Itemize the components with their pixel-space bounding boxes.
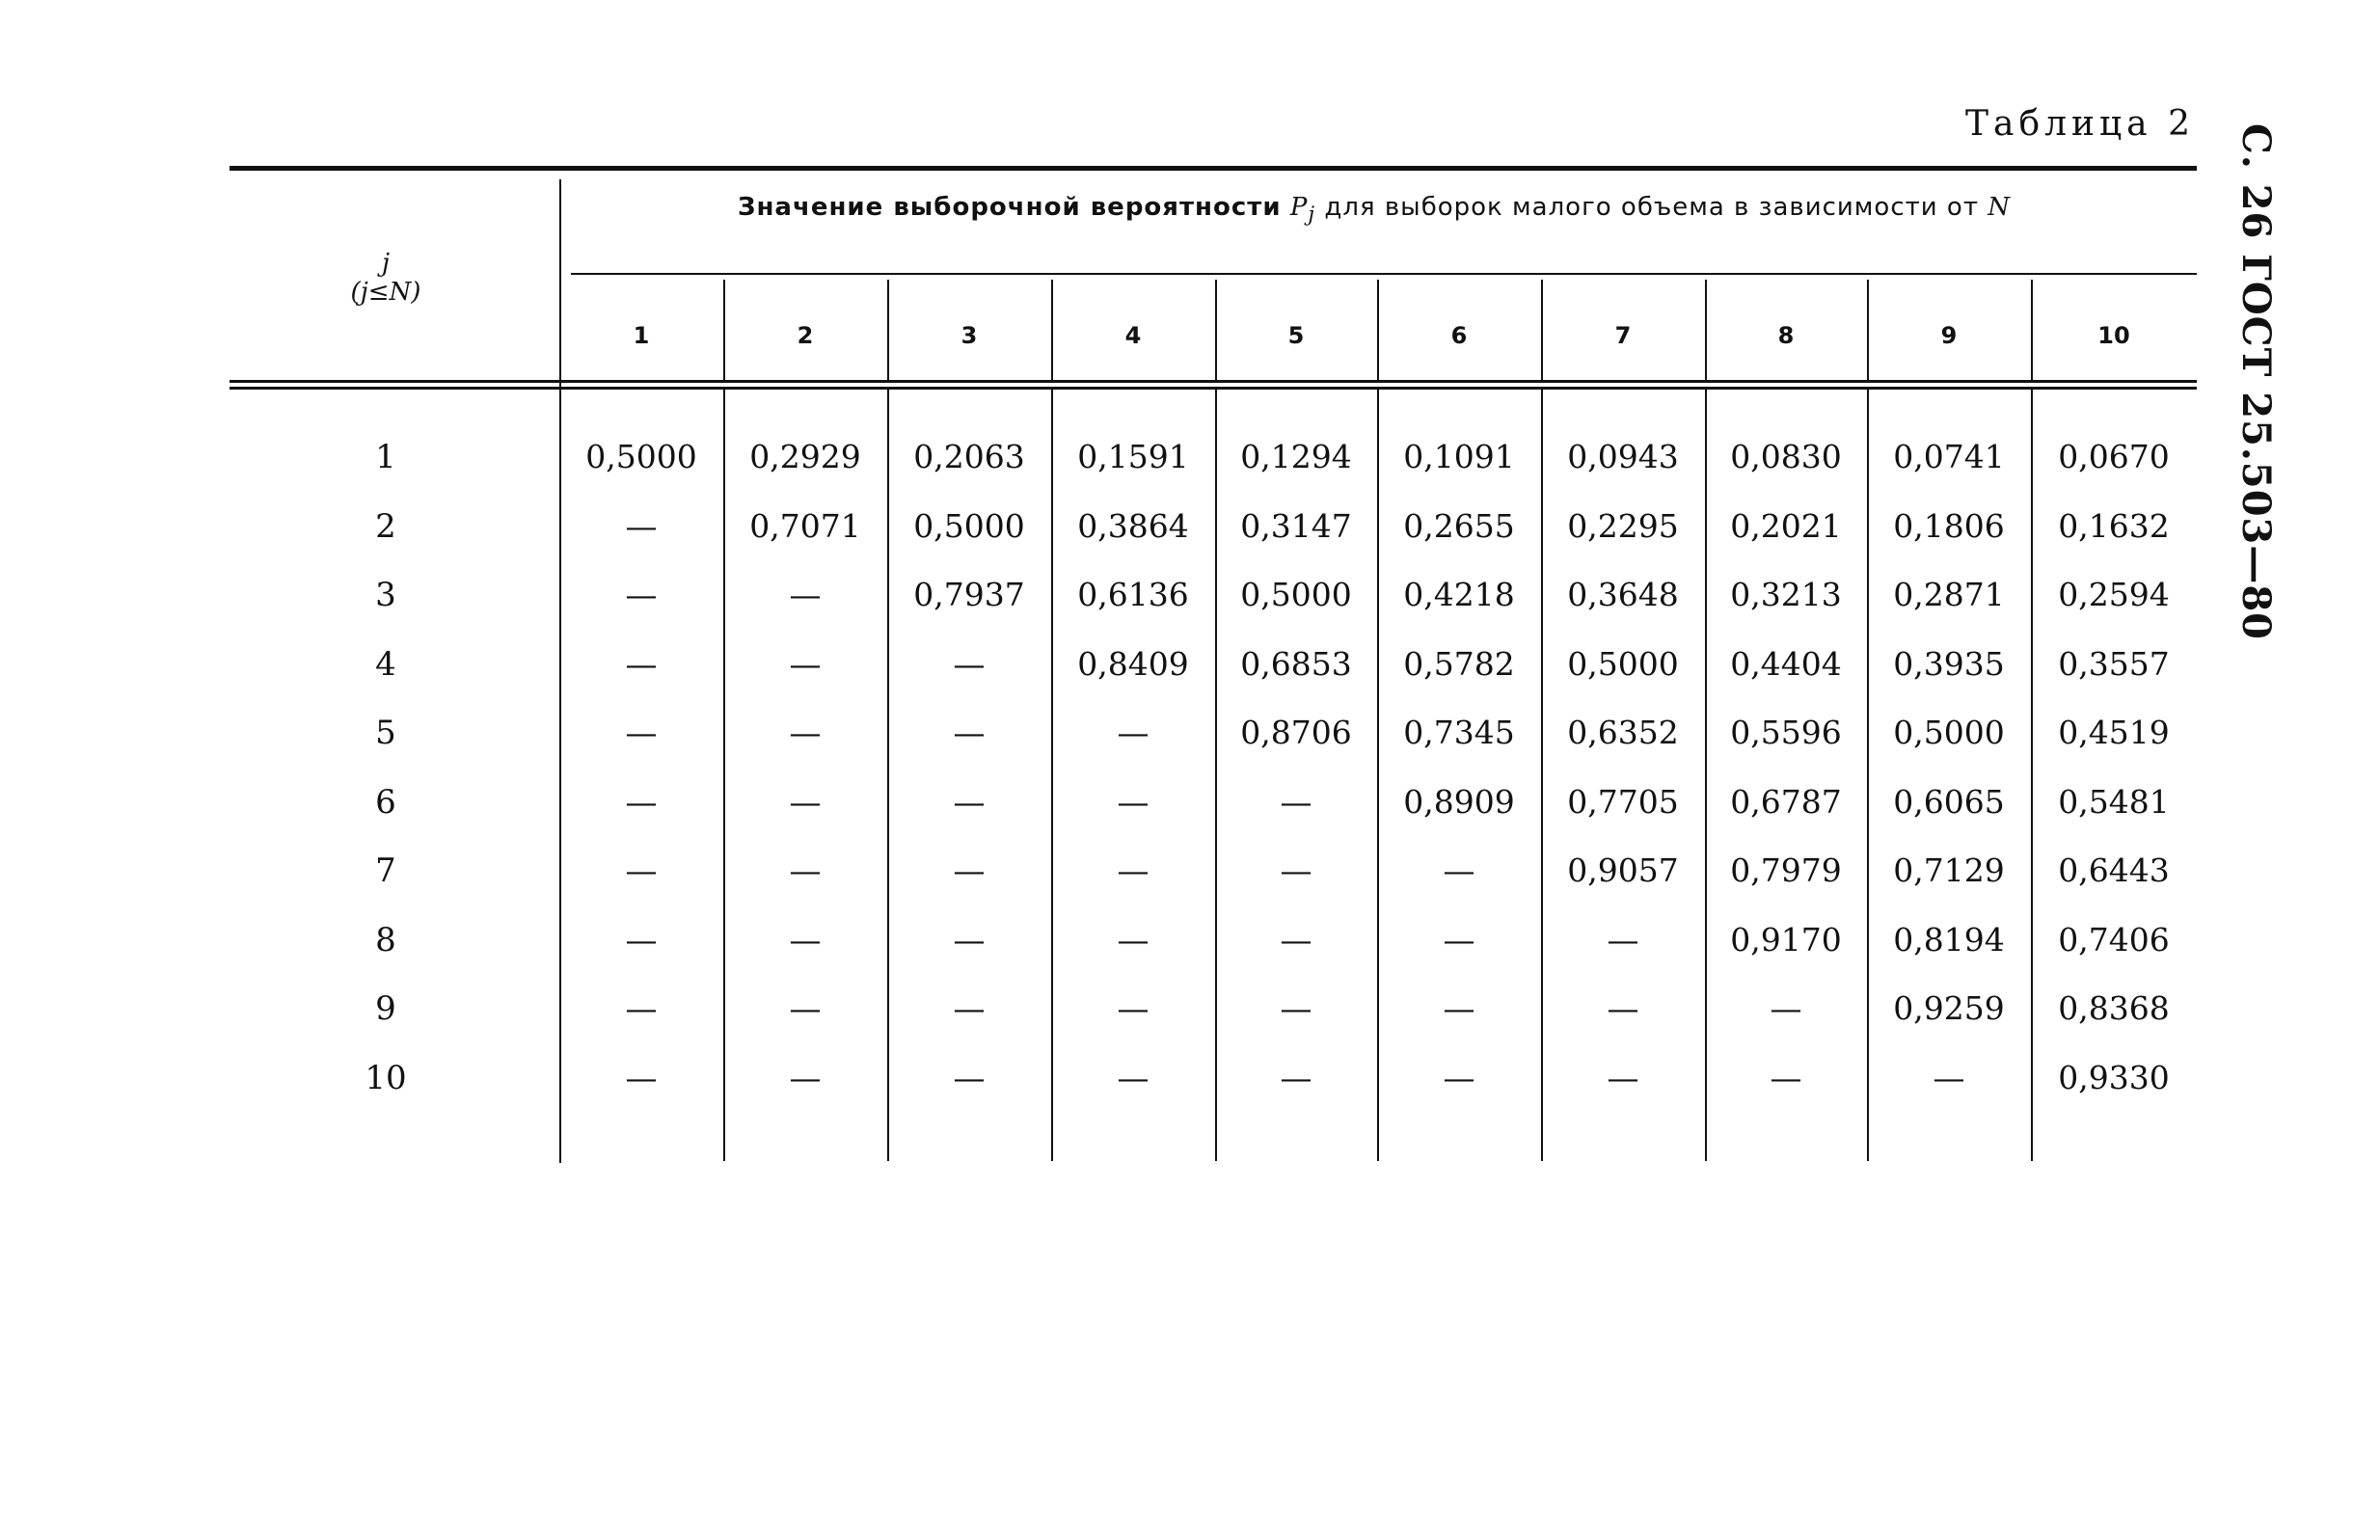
table-cell: — <box>789 851 822 889</box>
row-index: 4 <box>375 644 396 684</box>
table-cell: 0,9057 <box>1567 851 1679 889</box>
column-divider <box>2031 280 2033 380</box>
table-cell: — <box>625 1058 658 1096</box>
table-cell: — <box>1770 1058 1802 1096</box>
table-cell: 0,5782 <box>1403 644 1515 683</box>
table-row <box>0 836 2380 905</box>
table-cell: — <box>625 644 658 683</box>
row-index: 2 <box>375 506 396 546</box>
table-cell: — <box>789 1058 822 1096</box>
table-cell: 0,8909 <box>1403 782 1515 821</box>
table-cell: — <box>625 782 658 821</box>
header-double-rule-bottom <box>230 387 2197 390</box>
table-cell: 0,5000 <box>1893 714 2005 751</box>
table-cell: — <box>953 920 986 959</box>
table-cell: 0,6065 <box>1893 782 2005 821</box>
table-cell: — <box>1443 1058 1475 1096</box>
n-header-cell: 4 <box>1124 322 1142 349</box>
table-cell: — <box>953 644 986 683</box>
table-row <box>0 768 2380 837</box>
table-cell: 0,1806 <box>1893 506 2005 545</box>
table-cell: 0,8368 <box>2058 989 2170 1027</box>
table-cell: — <box>789 989 822 1027</box>
table-row <box>0 1043 2380 1113</box>
table-cell: 0,4404 <box>1730 644 1842 683</box>
column-divider <box>1541 390 1543 1161</box>
table-cell: 0,3213 <box>1730 576 1842 613</box>
table-cell: 0,3147 <box>1240 506 1352 545</box>
j-label-top: j <box>381 249 391 278</box>
table-cell: 0,1091 <box>1403 438 1515 475</box>
table-cell: 0,7345 <box>1403 714 1515 751</box>
table-cell: 0,6136 <box>1077 576 1189 613</box>
table-cell: 0,9170 <box>1730 920 1842 959</box>
table-cell: — <box>1280 782 1312 821</box>
table-cell: — <box>1280 851 1312 889</box>
table-cell: — <box>1607 1058 1639 1096</box>
n-header-cell: 1 <box>633 322 650 349</box>
table-cell: 0,5000 <box>913 506 1025 545</box>
table-cell: 0,3864 <box>1077 506 1189 545</box>
table-row <box>0 492 2380 561</box>
column-divider <box>1705 280 1707 380</box>
caption-bold: Значение выборочной вероятности <box>738 193 1282 222</box>
caption-rest: для выборок малого объема в зависимости от <box>1324 193 1979 222</box>
table-cell: — <box>625 576 658 613</box>
table-cell: — <box>625 851 658 889</box>
column-divider <box>1051 280 1053 380</box>
column-divider <box>1867 280 1869 380</box>
table-cell: — <box>625 989 658 1027</box>
table-cell: 0,1294 <box>1240 438 1352 475</box>
table-cell: 0,5596 <box>1730 714 1842 751</box>
table-cell: 0,2021 <box>1730 506 1842 545</box>
column-divider <box>1705 390 1707 1161</box>
column-divider <box>1215 390 1217 1161</box>
header-caption <box>559 193 2189 227</box>
table-cell: 0,5000 <box>1567 644 1679 683</box>
table-cell: 0,9259 <box>1893 989 2005 1027</box>
top-rule <box>230 166 2197 171</box>
table-cell: 0,7937 <box>913 576 1025 613</box>
column-divider <box>2031 390 2033 1161</box>
table-cell: — <box>789 714 822 751</box>
table-cell: — <box>1443 920 1475 959</box>
table-cell: 0,7071 <box>749 506 861 545</box>
table-cell: — <box>953 714 986 751</box>
table-cell: 0,8194 <box>1893 920 2005 959</box>
table-cell: — <box>1117 782 1149 821</box>
table-row <box>0 974 2380 1043</box>
table-cell: — <box>1443 989 1475 1027</box>
table-cell: — <box>625 920 658 959</box>
table-cell: — <box>1117 920 1149 959</box>
table-row <box>0 422 2380 492</box>
caption-subscript: j <box>1308 203 1316 228</box>
table-cell: 0,7129 <box>1893 851 2005 889</box>
n-header-cell: 6 <box>1450 322 1468 349</box>
table-cell: — <box>1607 920 1639 959</box>
column-divider <box>887 280 889 380</box>
page-label: С. 26 ГОСТ 25.503—80 <box>2233 123 2279 641</box>
table-cell: 0,2594 <box>2058 576 2170 613</box>
table-cell: 0,8706 <box>1240 714 1352 751</box>
table-cell: 0,4519 <box>2058 714 2170 751</box>
table-cell: — <box>789 576 822 613</box>
n-header-cell: 5 <box>1287 322 1305 349</box>
table-cell: — <box>1280 1058 1312 1096</box>
table-cell: 0,6443 <box>2058 851 2170 889</box>
caption-var: N <box>1988 193 2011 222</box>
column-divider <box>1051 390 1053 1161</box>
header-double-rule-top <box>230 380 2197 383</box>
table-cell: — <box>1117 851 1149 889</box>
table-cell: 0,3935 <box>1893 644 2005 683</box>
column-divider <box>1867 390 1869 1161</box>
table-cell: 0,2929 <box>749 438 861 475</box>
table-row <box>0 630 2380 699</box>
table-cell: 0,2871 <box>1893 576 2005 613</box>
row-index: 3 <box>375 576 396 614</box>
table-cell: 0,0830 <box>1730 438 1842 475</box>
table-cell: 0,4218 <box>1403 576 1515 613</box>
table-cell: 0,0943 <box>1567 438 1679 475</box>
table-cell: — <box>953 782 986 821</box>
column-divider <box>1377 390 1379 1161</box>
table-cell: 0,5481 <box>2058 782 2170 821</box>
table-cell: 0,1632 <box>2058 506 2170 545</box>
column-divider <box>887 390 889 1161</box>
n-header-cell: 8 <box>1777 322 1795 349</box>
column-divider <box>1377 280 1379 380</box>
table-cell: — <box>953 1058 986 1096</box>
table-cell: 0,3648 <box>1567 576 1679 613</box>
n-header-cell: 10 <box>2097 322 2130 349</box>
table-cell: — <box>953 989 986 1027</box>
n-header-cell: 7 <box>1614 322 1632 349</box>
caption-symbol: P <box>1289 193 1309 222</box>
table-cell: — <box>953 851 986 889</box>
j-label-bottom: (j≤N) <box>350 278 421 307</box>
table-cell: — <box>625 714 658 751</box>
row-index: 10 <box>365 1058 407 1097</box>
row-index: 5 <box>375 714 396 752</box>
row-index: 8 <box>375 920 396 959</box>
table-cell: 0,9330 <box>2058 1058 2170 1096</box>
table-cell: 0,5000 <box>585 438 697 475</box>
n-header-cell: 9 <box>1940 322 1958 349</box>
table-cell: 0,0670 <box>2058 438 2170 475</box>
column-divider <box>723 280 725 380</box>
table-cell: 0,6352 <box>1567 714 1679 751</box>
table-cell: 0,0741 <box>1893 438 2005 475</box>
table-cell: 0,6853 <box>1240 644 1352 683</box>
table-cell: — <box>1770 989 1802 1027</box>
table-cell: 0,2063 <box>913 438 1025 475</box>
column-divider <box>559 179 561 1163</box>
j-column-header <box>289 249 482 307</box>
n-header-cell: 2 <box>797 322 814 349</box>
table-cell: — <box>1443 851 1475 889</box>
table-row <box>0 905 2380 975</box>
table-cell: 0,2655 <box>1403 506 1515 545</box>
table-title: Таблица 2 <box>1965 104 2195 144</box>
table-cell: — <box>789 644 822 683</box>
table-row <box>0 698 2380 768</box>
table-cell: 0,2295 <box>1567 506 1679 545</box>
table-cell: 0,1591 <box>1077 438 1189 475</box>
table-cell: 0,7705 <box>1567 782 1679 821</box>
table-cell: — <box>1280 920 1312 959</box>
table-cell: 0,6787 <box>1730 782 1842 821</box>
table-cell: — <box>789 920 822 959</box>
table-cell: — <box>1280 989 1312 1027</box>
column-divider <box>1215 280 1217 380</box>
column-divider <box>1541 280 1543 380</box>
table-cell: 0,8409 <box>1077 644 1189 683</box>
table-cell: — <box>1933 1058 1965 1096</box>
table-cell: 0,7979 <box>1730 851 1842 889</box>
row-index: 7 <box>375 851 396 890</box>
n-header-cell: 3 <box>960 322 978 349</box>
row-index: 6 <box>375 782 396 822</box>
table-cell: — <box>625 506 658 545</box>
table-cell: — <box>1117 1058 1149 1096</box>
table-cell: — <box>1117 989 1149 1027</box>
table-row <box>0 560 2380 630</box>
table-cell: 0,5000 <box>1240 576 1352 613</box>
row-index: 1 <box>375 438 396 476</box>
group-header-divider <box>571 273 2197 275</box>
column-divider <box>723 390 725 1161</box>
table-cell: 0,7406 <box>2058 920 2170 959</box>
table-cell: — <box>789 782 822 821</box>
table-cell: — <box>1607 989 1639 1027</box>
table-cell: — <box>1117 714 1149 751</box>
table-cell: 0,3557 <box>2058 644 2170 683</box>
row-index: 9 <box>375 989 396 1028</box>
